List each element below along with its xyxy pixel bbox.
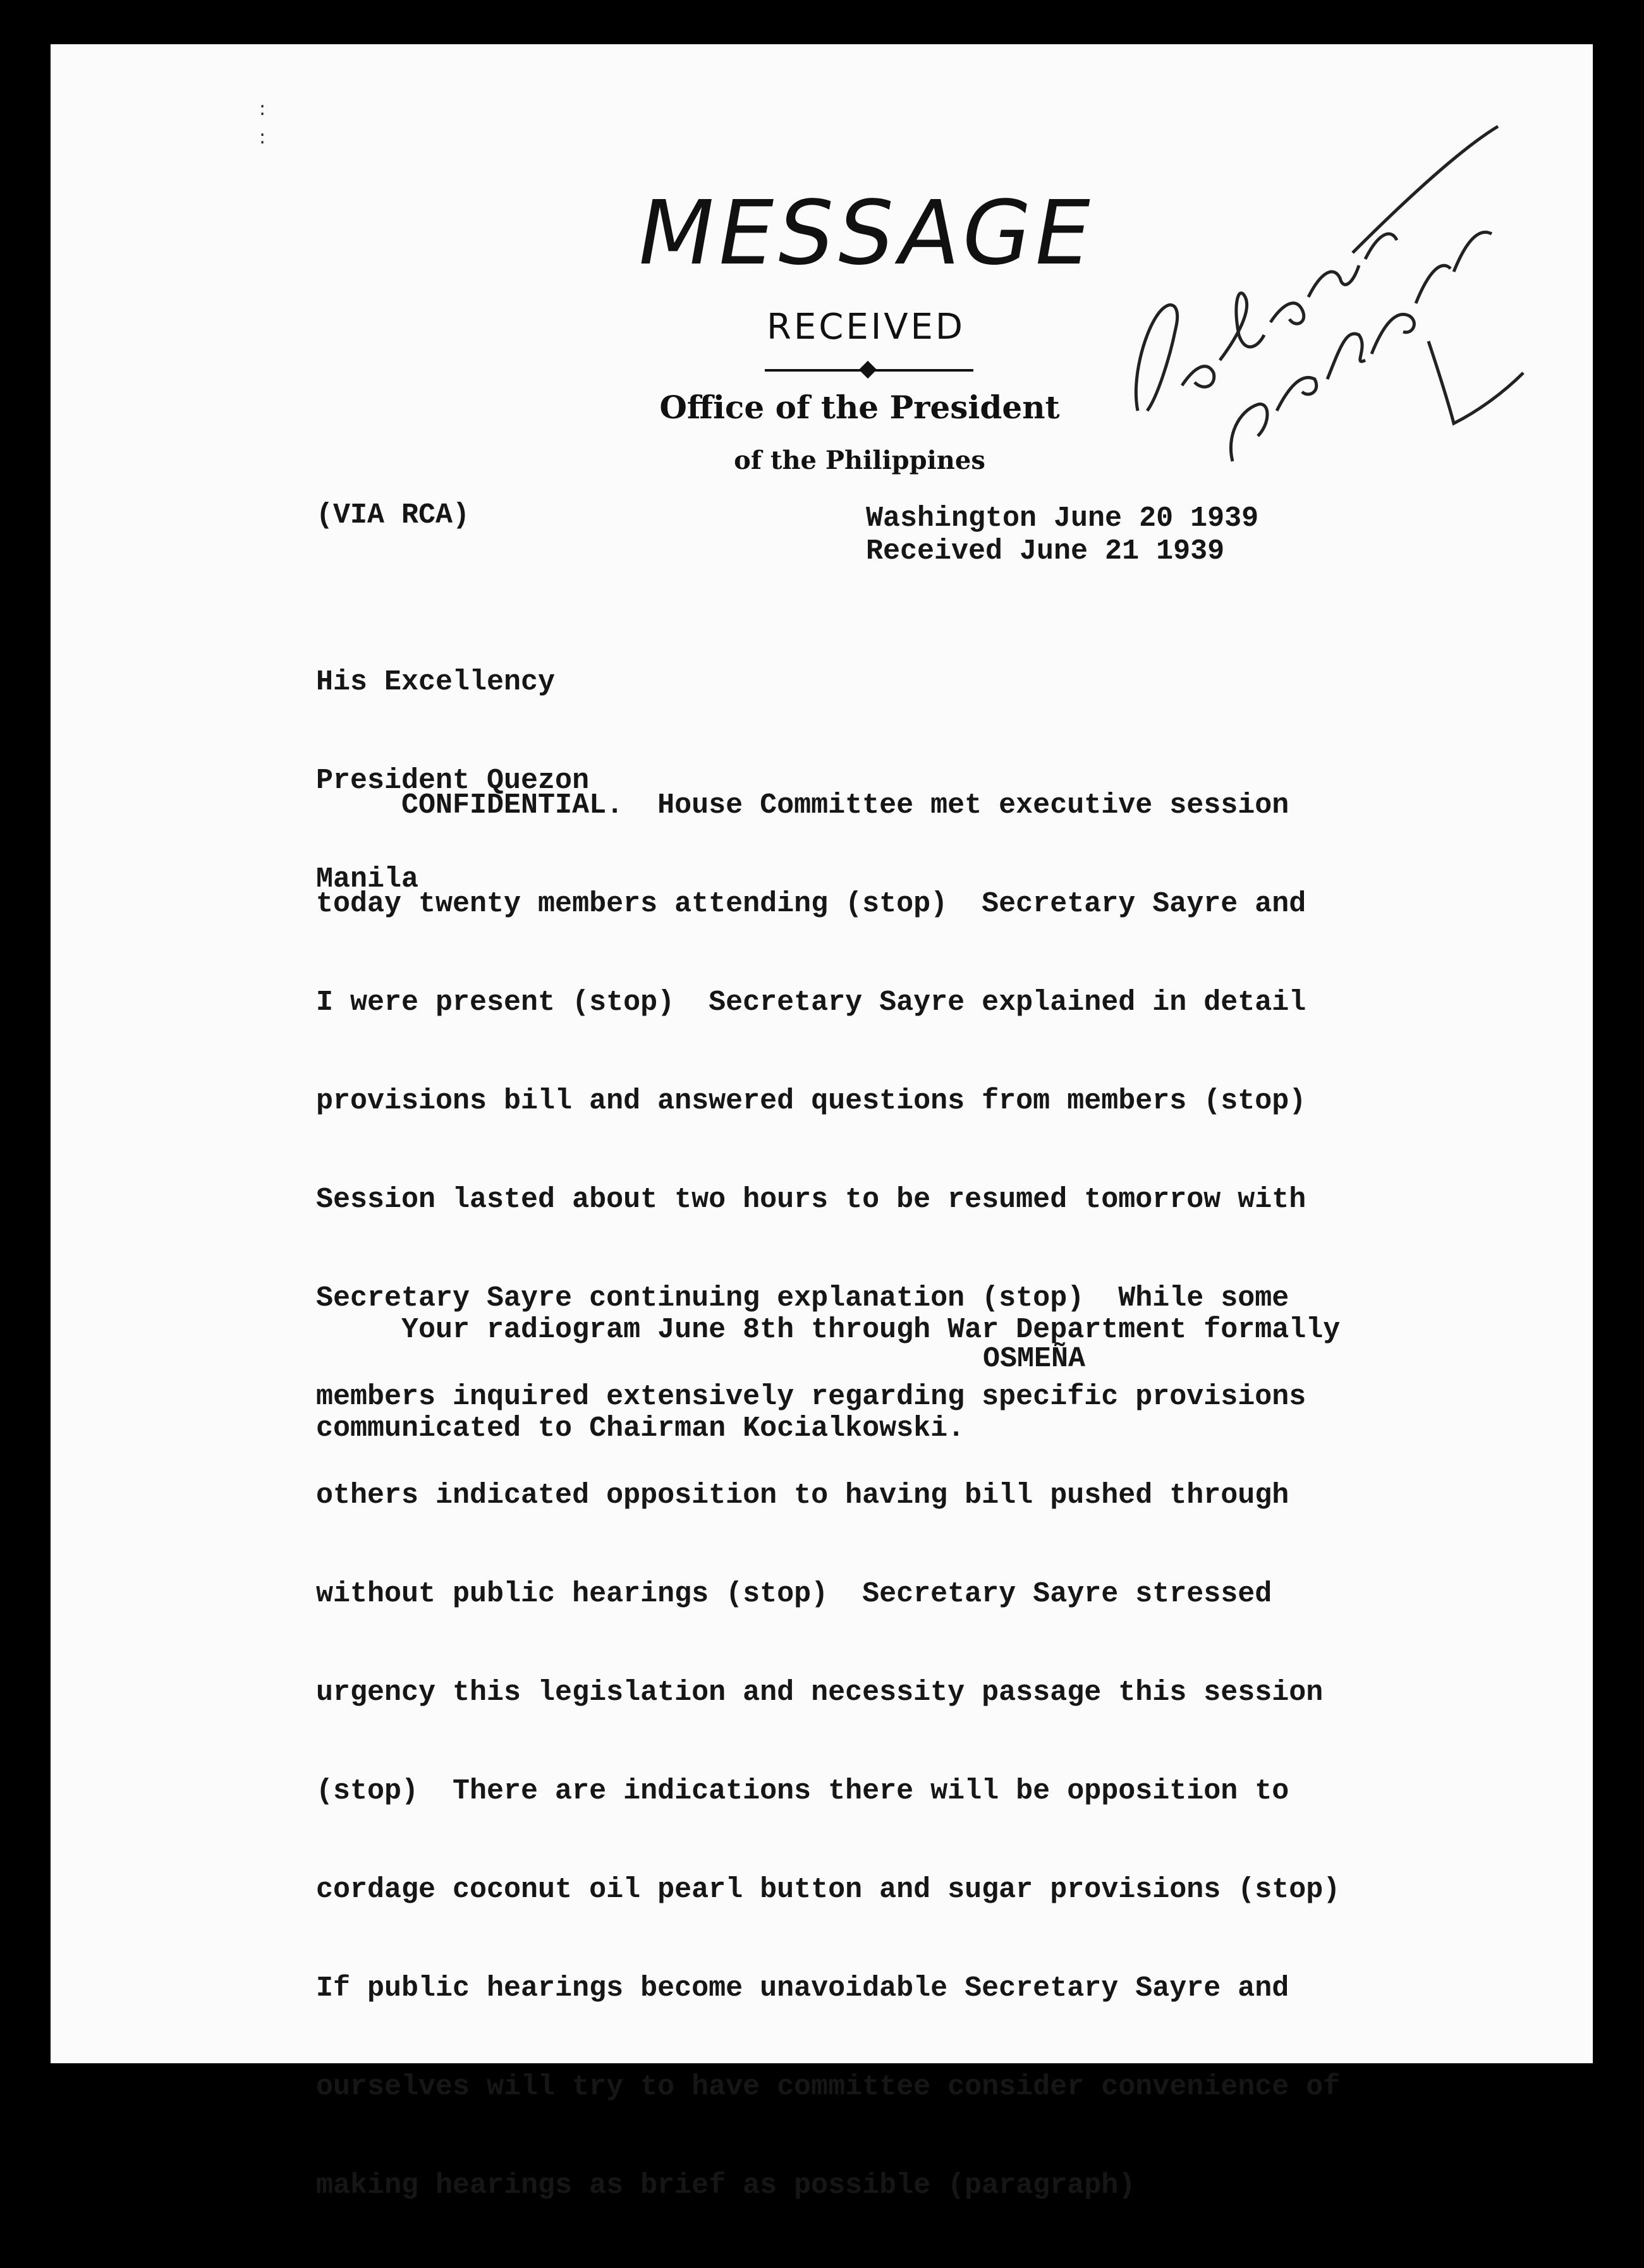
body-line: Secretary Sayre continuing explanation (stop) While some bbox=[316, 1282, 1289, 1314]
masthead-country: of the Philippines bbox=[734, 446, 985, 475]
body-line: provisions bill and answered questions from members (stop) bbox=[316, 1085, 1306, 1117]
body-line: cordage coconut oil pearl button and sugar provisions (stop) bbox=[316, 1874, 1341, 1906]
body-line: others indicated opposition to having bill pushed through bbox=[316, 1479, 1289, 1512]
closing-paragraph bbox=[316, 1248, 1340, 1511]
document-page bbox=[51, 44, 1593, 2202]
body-line: Session lasted about two hours to be resumed tomorrow with bbox=[316, 1184, 1306, 1216]
sent-dateline: Washington June 20 1939 bbox=[866, 502, 1259, 535]
signature: OSMEÑA bbox=[983, 1343, 1086, 1375]
body-line: ourselves will try to have committee consider convenience of bbox=[316, 2071, 1341, 2103]
masthead-ornament bbox=[859, 361, 877, 379]
masthead-office: Office of the President bbox=[659, 389, 1060, 426]
margin-mark: : bbox=[259, 126, 266, 149]
masthead-title: MESSAGE bbox=[628, 182, 1104, 285]
address-line: His Excellency bbox=[316, 666, 556, 698]
closing-line: communicated to Chairman Kocialkowski. bbox=[316, 1412, 965, 1445]
body-line: members inquired extensively regarding specific provisions bbox=[316, 1381, 1306, 1413]
masthead-subtitle: RECEIVED bbox=[766, 306, 966, 348]
body-line: making hearings as brief as possible (paragraph) bbox=[316, 2169, 1136, 2202]
closing-line: Your radiogram June 8th through War Department formally bbox=[316, 1314, 1341, 1346]
body-line: today twenty members attending (stop) Secretary Sayre and bbox=[316, 888, 1306, 920]
margin-mark: : bbox=[259, 98, 266, 120]
body-line: CONFIDENTIAL. House Committee met executive session bbox=[316, 789, 1289, 822]
address-line: President Quezon bbox=[316, 765, 590, 797]
received-dateline: Received June 21 1939 bbox=[866, 535, 1225, 567]
routing-label: (VIA RCA) bbox=[316, 499, 470, 531]
body-line: If public hearings become unavoidable Secretary Sayre and bbox=[316, 1972, 1289, 2004]
body-line: urgency this legislation and necessity passage this session bbox=[316, 1677, 1324, 1709]
address-line: Manila bbox=[316, 863, 419, 895]
body-line: (stop) There are indications there will be opposition to bbox=[316, 1775, 1289, 1807]
handwritten-annotation bbox=[1087, 82, 1530, 474]
body-line: without public hearings (stop) Secretary Sayre stressed bbox=[316, 1578, 1272, 1610]
body-line: I were present (stop) Secretary Sayre explained in detail bbox=[316, 986, 1306, 1019]
